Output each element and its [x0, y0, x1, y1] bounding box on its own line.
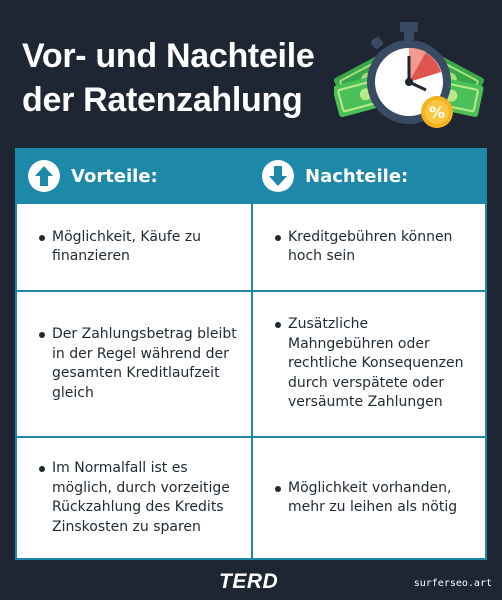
con-cell: [251, 438, 485, 558]
stopwatch-money-percent-icon: [334, 20, 484, 132]
pro-cell: [17, 292, 251, 436]
con-text: Möglichkeit vorhanden, mehr zu leihen als nötig: [288, 479, 473, 518]
pros-header-label: Vorteile:: [71, 165, 158, 187]
pro-text: Im Normalfall ist es möglich, durch vorzeitige Rückzahlung des Kredits Zinskosten zu sparen: [52, 459, 239, 537]
cons-header-label: Nachteile:: [305, 165, 409, 187]
title-line-1: Vor- und Nachteile: [22, 37, 315, 75]
percent-symbol: %: [428, 103, 446, 122]
con-cell: [251, 204, 485, 290]
brand-logo: TERD: [219, 570, 279, 593]
title-line-2: der Ratenzahlung: [22, 81, 303, 119]
pro-text: Möglichkeit, Käufe zu finanzieren: [52, 228, 239, 267]
table-row: [17, 202, 485, 290]
pros-header: [17, 150, 251, 202]
table-header: [17, 150, 485, 202]
pro-cell: [17, 438, 251, 558]
con-text: Kreditgebühren können hoch sein: [288, 228, 473, 267]
arrow-down-circle-icon: [261, 159, 295, 193]
pros-cons-table: [15, 148, 487, 560]
cons-header: [251, 150, 485, 202]
pro-text: Der Zahlungsbetrag bleibt in der Regel während der gesamten Kreditlaufzeit gleich: [52, 325, 239, 403]
arrow-up-circle-icon: [27, 159, 61, 193]
table-row: [17, 290, 485, 436]
table-row: [17, 436, 485, 558]
con-cell: [251, 292, 485, 436]
credit-text: surferseo.art: [413, 578, 492, 589]
page-title: [22, 34, 342, 122]
con-text: Zusätzliche Mahngebühren oder rechtliche Konsequenzen durch verspätete oder versäumte Zahlungen: [288, 315, 473, 413]
pro-cell: [17, 204, 251, 290]
